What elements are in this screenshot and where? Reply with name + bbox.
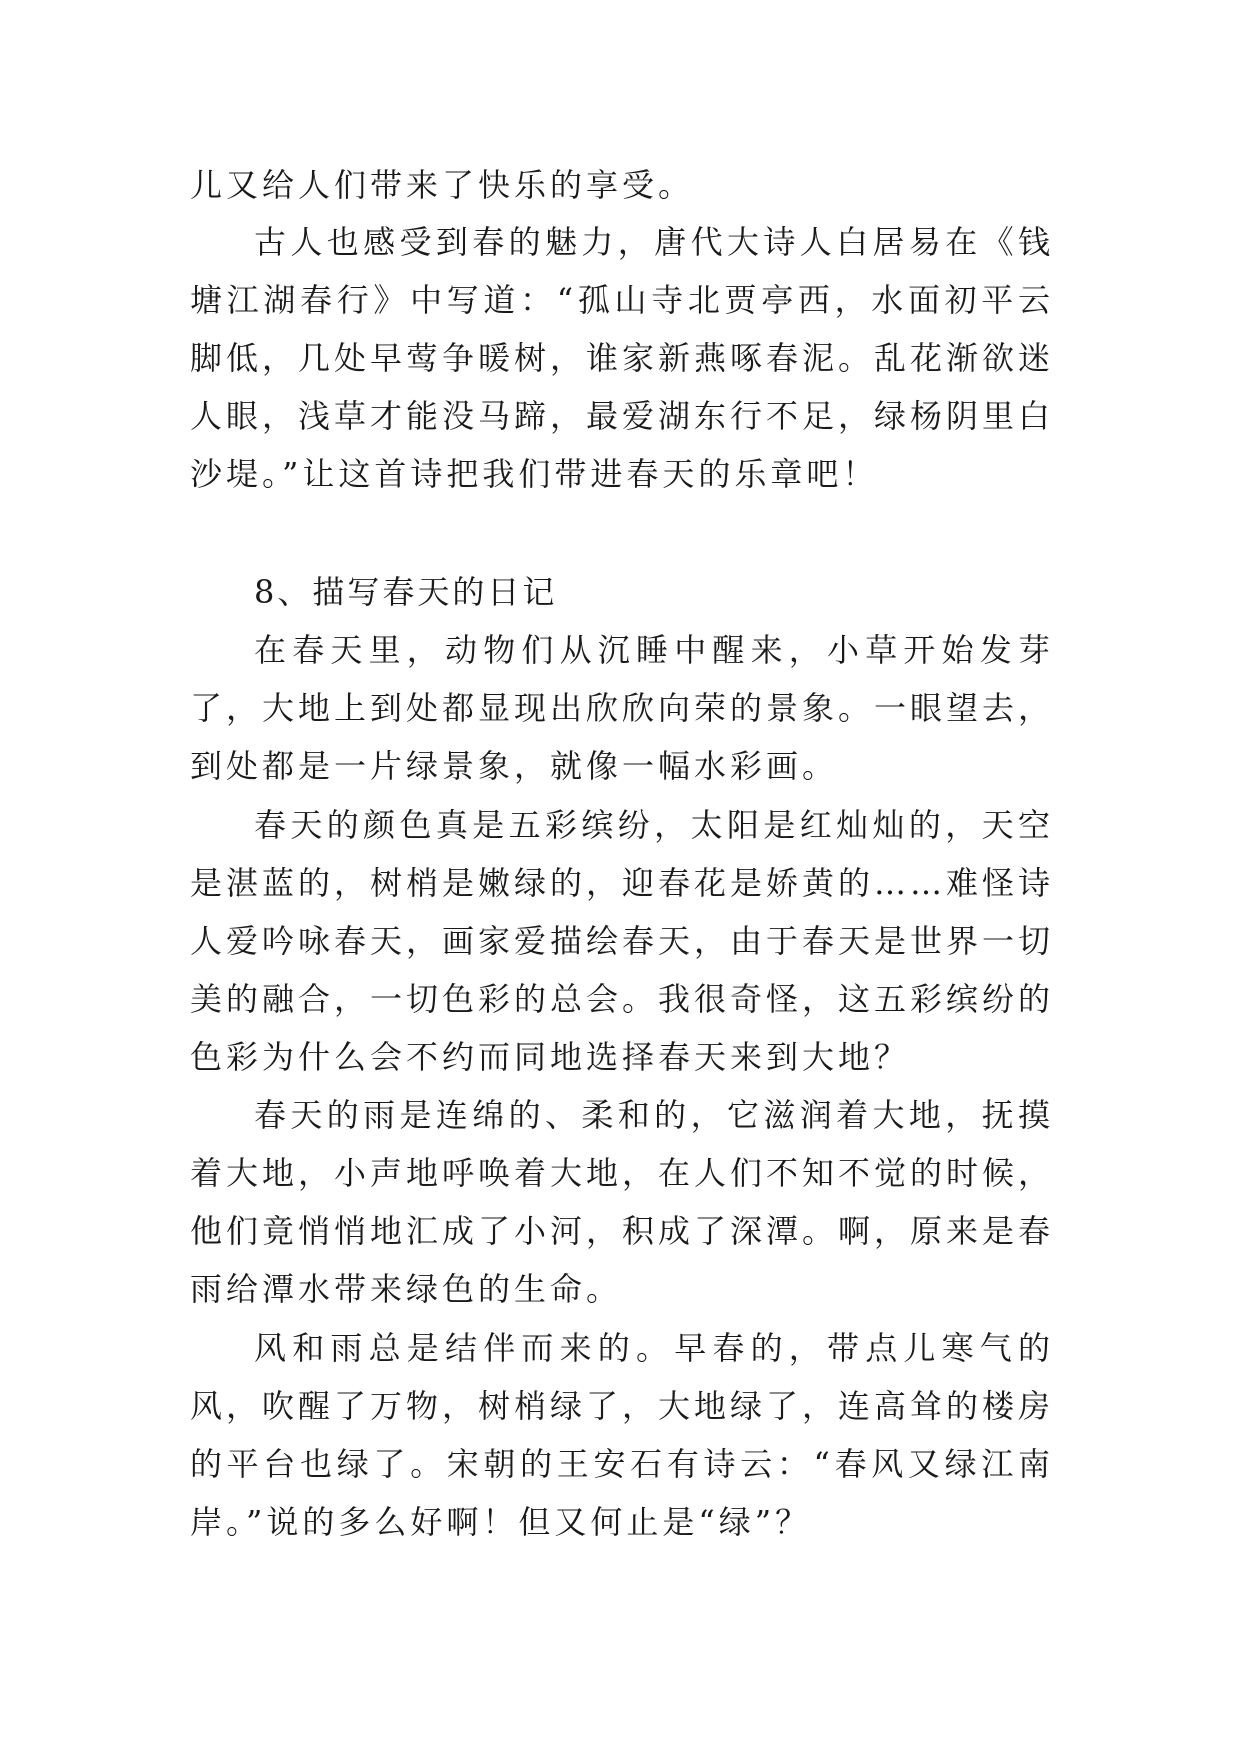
paragraph-spring-awakening: 在春天里，动物们从沉睡中醒来，小草开始发芽了，大地上到处都显现出欣欣向荣的景象。一眼望去，到处都是一片绿景象，就像一幅水彩画。	[190, 631, 1055, 785]
section-heading: 8、描写春天的日记	[254, 573, 558, 611]
paragraph-spring-colors: 春天的颜色真是五彩缤纷，太阳是红灿灿的，天空是湛蓝的，树梢是嫩绿的，迎春花是娇黄的……难怪诗人爱吟咏春天，画家爱描绘春天，由于春天是世界一切美的融合，一切色彩的总会。我很奇怪，这五彩缤纷的色彩为什么会不约而同地选择春天来到大地？	[190, 806, 1055, 1076]
paragraph-continuation: 儿又给人们带来了快乐的享受。	[190, 166, 695, 204]
paragraph-poem-intro: 古人也感受到春的魅力，唐代大诗人白居易在《钱塘江湖春行》中写道：“孤山寺北贾亭西，水面初平云脚低，几处早莺争暖树，谁家新燕啄春泥。乱花渐欲迷人眼，浅草才能没马蹄，最爱湖东行不足，绿杨阴里白沙堤。”让这首诗把我们带进春天的乐章吧！	[190, 223, 1055, 493]
paragraph-wind-and-rain: 风和雨总是结伴而来的。早春的，带点儿寒气的风，吹醒了万物，树梢绿了，大地绿了，连高耸的楼房的平台也绿了。宋朝的王安石有诗云：“春风又绿江南岸。”说的多么好啊！但又何止是“绿”？	[190, 1329, 1055, 1541]
paragraph-spring-rain: 春天的雨是连绵的、柔和的，它滋润着大地，抚摸着大地，小声地呼唤着大地，在人们不知不觉的时候，他们竟悄悄地汇成了小河，积成了深潭。啊，原来是春雨给潭水带来绿色的生命。	[190, 1096, 1055, 1308]
